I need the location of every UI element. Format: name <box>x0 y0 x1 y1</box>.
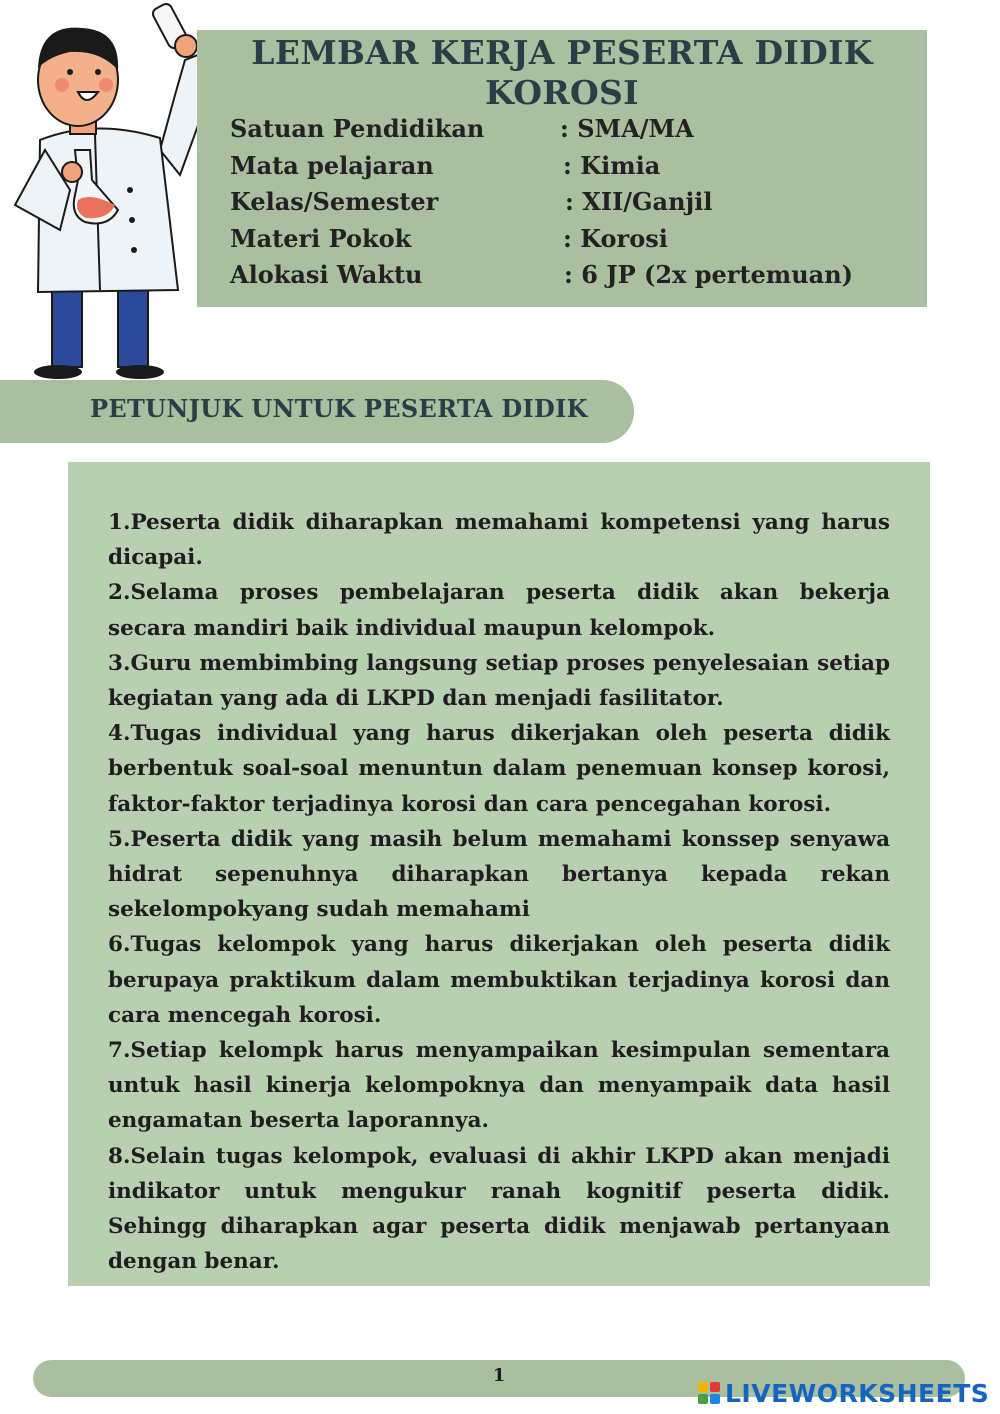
scientist-illustration <box>0 0 215 385</box>
instruction-item: 6.Tugas kelompok yang harus dikerjakan oleh peserta didik berupaya praktikum dalam membuktikan terjadinya korosi dan cara mencegah korosi. <box>108 932 890 1028</box>
info-row <box>230 184 853 221</box>
info-list <box>230 111 853 294</box>
instructions-heading: PETUNJUK UNTUK PESERTA DIDIK <box>90 394 588 423</box>
liveworksheets-icon <box>697 1381 721 1405</box>
instruction-item: 5.Peserta didik yang masih belum memahami konssep senyawa hidrat sepenuhnya diharapkan bertanya kepada rekan sekelompokyang sudah memahami <box>108 826 890 923</box>
title-line-1: LEMBAR KERJA PESERTA DIDIK <box>251 33 873 72</box>
page-title <box>197 30 927 113</box>
info-value: : XII/Ganjil <box>565 187 713 216</box>
info-label: Satuan Pendidikan <box>230 114 485 143</box>
logo-square <box>698 1382 708 1392</box>
instruction-item: 2.Selama proses pembelajaran peserta didik akan bekerja secara mandiri baik individual maupun kelompok. <box>108 580 890 641</box>
logo-square <box>710 1382 720 1392</box>
info-row <box>230 148 853 185</box>
page-number: 1 <box>492 1365 506 1386</box>
info-label: Alokasi Waktu <box>230 260 423 289</box>
header-box <box>197 30 927 307</box>
info-value: : Korosi <box>563 223 668 253</box>
info-value: : 6 JP (2x pertemuan) <box>564 260 853 289</box>
logo-square <box>698 1394 708 1404</box>
info-label: Mata pelajaran <box>230 150 434 180</box>
instructions-list <box>108 505 890 1279</box>
title-line-2: KOROSI <box>485 73 639 112</box>
instruction-item: 8.Selain tugas kelompok, evaluasi di akhir LKPD akan menjadi indikator untuk mengukur ranah kognitif peserta didik. Sehingg diharapkan agar peserta didik menjawab pertanyaan dengan benar. <box>108 1143 890 1275</box>
instruction-item: 3.Guru membimbing langsung setiap proses penyelesaian setiap kegiatan yang ada di LKPD dan menjadi fasilitator. <box>108 650 890 712</box>
liveworksheets-logo[interactable] <box>697 1378 989 1408</box>
info-label: Kelas/Semester <box>230 187 439 216</box>
info-row <box>230 221 853 258</box>
instructions-heading-tab <box>0 380 634 443</box>
info-row <box>230 111 853 148</box>
instruction-item: 1.Peserta didik diharapkan memahami kompetensi yang harus dicapai. <box>108 510 890 571</box>
info-row <box>230 257 853 294</box>
info-label: Materi Pokok <box>230 223 412 253</box>
instructions-box <box>68 462 930 1286</box>
liveworksheets-text: LIVEWORKSHEETS <box>725 1378 990 1408</box>
info-value: : SMA/MA <box>560 114 694 143</box>
logo-square <box>710 1394 720 1404</box>
info-value: : Kimia <box>563 150 661 180</box>
instruction-item: 4.Tugas individual yang harus dikerjakan oleh peserta didik berbentuk soal-soal menuntun dalam penemuan konsep korosi, faktor-faktor terjadinya korosi dan cara pencegahan korosi. <box>108 721 890 817</box>
instruction-item: 7.Setiap kelompk harus menyampaikan kesimpulan sementara untuk hasil kinerja kelompoknya dan menyampaik data hasil engamatan beserta laporannya. <box>108 1038 890 1134</box>
